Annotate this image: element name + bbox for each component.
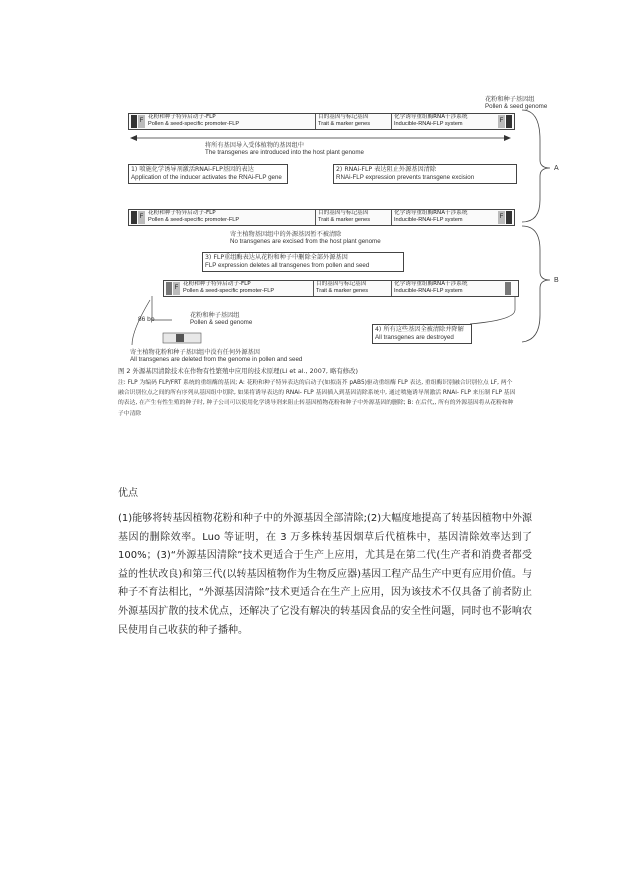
rnai-en: Inducible-RNAi-FLP system	[394, 121, 463, 127]
note-1-cn: 1) 喷施化学诱导剂激活RNAi-FLP基因的表达	[131, 166, 254, 173]
figure-note: 注: FLP 为编码 FLP/FRT 系统的重组酶的基因; A: 花粉和种子特异表达的启动子(如拟南芥 pAB5)驱动重组酶 FLP 表达, 重组酶识别融合识别位点 LF, 两个融合识别位点之间的所有序列从基因组中切除, 如果将诱导表达的 RNAi- FLP 基因插入到基因清除系统中, 通过喷施诱导剂激活 RNAi- FLP 来压制 FLP 基因的表达, 在产生有性生殖的种子时, 种子公司可以使用化学诱导剂来阻止转基因植物花粉和种子中外源基因的删除; B: 在后代,, 所有的外源基因将从花粉和种子中清除	[118, 380, 516, 417]
trait-cell-1	[316, 114, 392, 129]
rnai-cn: 化学诱导重组酶RNA干涉系统	[394, 114, 468, 120]
body-paragraph: (1)能够将转基因植物花粉和种子中的外源基因全部清除;(2)大幅度地提高了转基因植物中外源基因的删除效率。Luo 等证明，在 3 万多株转基因烟草后代植株中，基因清除效率达到了 100%；(3)“外源基因清除”技术更适合于生产上应用，尤其是在第二代(生产者和消费者都受益的性状改良)和第三代(以转基因植物作为生物反应器)基因工程产品生产中更有应用价值。与种子不育法相比，“外源基因清除”技术更适合在生产上应用，因为该技术不仅具备了前者防止外源基因扩散的技术优点，还解决了它没有解决的转基因食品的安全性问题，同时也不影响农民使用自己收获的种子播种。	[118, 513, 532, 636]
note-1-box	[128, 164, 288, 184]
arrow-head-left	[130, 135, 137, 141]
promoter-cn: 花粉和种子特异启动子-FLP	[183, 281, 251, 287]
construct-bar-3	[163, 280, 519, 297]
no-excise-cn: 寄主植物基因组中的外源基因暂不被清除	[230, 231, 342, 238]
construct-bar-2	[128, 209, 515, 226]
pollen-seed-cn: 花粉和种子基因组	[190, 312, 240, 319]
no-excise-en: No transgenes are excised from the host plant genome	[230, 238, 381, 245]
trait-cn: 目的基因与标记基因	[318, 114, 369, 120]
promoter-en: Pollen & seed-specific promoter-FLP	[148, 217, 240, 223]
rnai-cell-2	[392, 210, 498, 225]
bottom-label-en: All transgenes are deleted from the genome in pollen and seed	[130, 356, 303, 363]
note-1-en: Application of the inducer activates the RNAi-FLP gene	[131, 173, 282, 181]
bracket-b-label: B	[554, 277, 559, 284]
figure-caption: 图 2 外源基因清除技术在作物有性繁殖中应用的技术原理(Li et al., 2007, 略有修改)	[118, 367, 358, 375]
promoter-cn: 花粉和种子特异启动子-FLP	[148, 210, 216, 216]
section-heading: 优点	[118, 488, 138, 499]
construct-bar-1	[128, 113, 515, 130]
transfer-text-en: The transgenes are introduced into the host plant genome	[205, 149, 364, 156]
trait-en: Trait & marker genes	[318, 217, 371, 223]
note-2-cn: 2) RNAi-FLP 表达阻止外源基因清除	[336, 166, 437, 173]
bracket-b	[522, 226, 550, 342]
frt-site-right	[506, 115, 512, 128]
note-4-cn: 4) 所有这些基因全被清除并降解	[375, 326, 464, 333]
promoter-cell-2	[146, 210, 316, 225]
frt-site-right	[505, 282, 511, 295]
frt-site-left	[166, 282, 172, 295]
promoter-cell-3	[181, 281, 314, 296]
f-site-left: F	[138, 211, 145, 224]
rnai-en: Inducible-RNAi-FLP system	[394, 288, 463, 294]
top-right-label-en: Pollen & seed genome	[485, 103, 548, 110]
trait-cn: 目的基因与标记基因	[316, 281, 367, 287]
rnai-cn: 化学诱导重组酶RNA干涉系统	[394, 281, 468, 287]
bottom-label-cn: 寄主植物花粉和种子基因组中没有任何外源基因	[130, 349, 260, 356]
frt-site-left	[131, 211, 137, 224]
note-2-box	[333, 164, 517, 184]
bracket-a-label: A	[554, 165, 559, 172]
bp-label: 86 bp	[138, 316, 155, 323]
rnai-cell-3	[392, 281, 505, 296]
rnai-cell-1	[392, 114, 498, 129]
rnai-en: Inducible-RNAi-FLP system	[394, 217, 463, 223]
transfer-text-cn: 将所有基因导入受体植物的基因组中	[205, 142, 304, 149]
rnai-cn: 化学诱导重组酶RNA干涉系统	[394, 210, 468, 216]
f-site-right: F	[498, 211, 505, 224]
note-4-box	[372, 324, 472, 344]
promoter-cell-1	[146, 114, 316, 129]
top-right-label-cn: 花粉和种子基因组	[485, 96, 535, 103]
trait-en: Trait & marker genes	[316, 288, 369, 294]
promoter-cn: 花粉和种子特异启动子-FLP	[148, 114, 216, 120]
connector-note4	[470, 296, 515, 324]
note-4-en: All transgenes are destroyed	[375, 333, 454, 341]
frt-site-right	[506, 211, 512, 224]
frt-site-left	[131, 115, 137, 128]
f-site-left: F	[138, 115, 145, 128]
trait-cell-2	[316, 210, 392, 225]
note-3-en: FLP expression deletes all transgenes from pollen and seed	[205, 261, 370, 269]
residual-frt-block	[176, 334, 184, 342]
promoter-en: Pollen & seed-specific promoter-FLP	[148, 121, 240, 127]
pollen-seed-en: Pollen & seed genome	[190, 319, 253, 326]
note-3-box	[202, 252, 404, 272]
f-site-right: F	[498, 115, 505, 128]
arrow-head-right	[504, 135, 511, 141]
trait-en: Trait & marker genes	[318, 121, 371, 127]
f-site-left: F	[173, 282, 180, 295]
trait-cell-3	[314, 281, 392, 296]
note-2-en: RNAi-FLP expression prevents transgene excision	[336, 173, 475, 181]
promoter-en: Pollen & seed-specific promoter-FLP	[183, 288, 275, 294]
trait-cn: 目的基因与标记基因	[318, 210, 369, 216]
figure-2	[0, 0, 620, 420]
note-3-cn: 3) FLP重组酶表达从花粉和种子中删除全部外源基因	[205, 254, 348, 261]
bracket-a	[522, 110, 550, 222]
